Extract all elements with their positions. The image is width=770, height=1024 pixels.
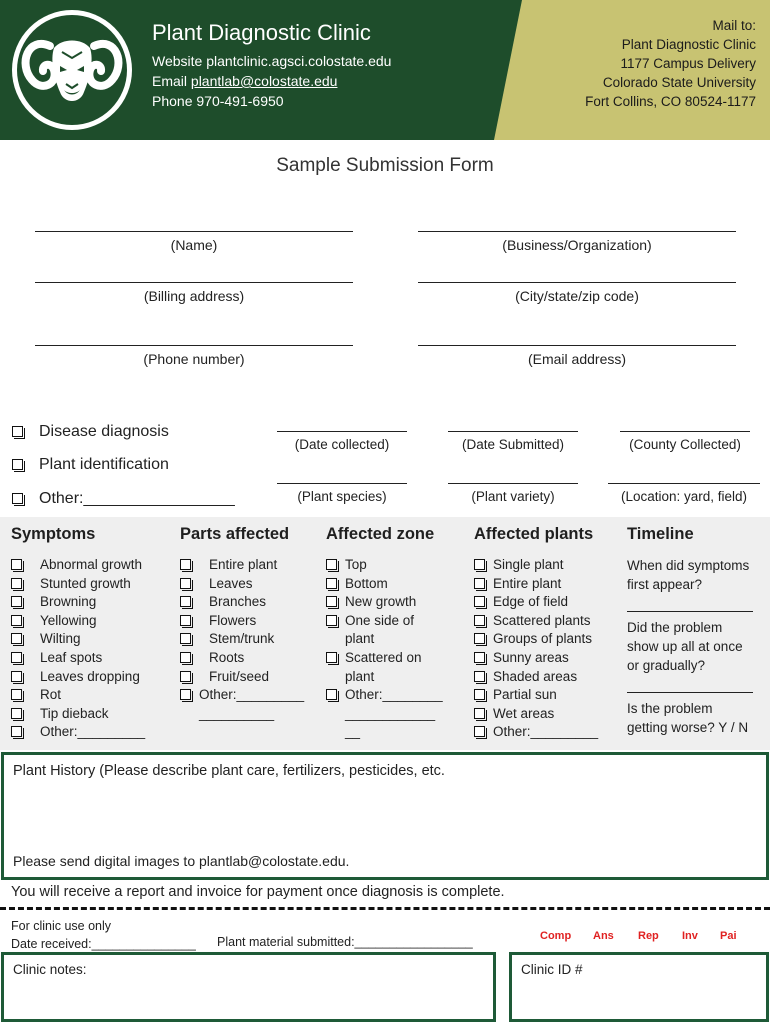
zone-item-cont: plant: [345, 668, 375, 684]
plant-history-label: Plant History (Please describe plant care, fertilizers, pesticides, etc.: [13, 763, 445, 779]
timeline-question: Is the problem: [627, 701, 713, 716]
mail-line: 1177 Campus Delivery: [620, 56, 756, 71]
plants-item[interactable]: Sunny areas: [474, 649, 598, 668]
checkbox[interactable]: [180, 559, 191, 570]
ram-head-logo-icon: [10, 8, 134, 132]
plants-item[interactable]: Wet areas: [474, 705, 598, 724]
checkbox[interactable]: [474, 671, 485, 682]
column-heading: Timeline: [627, 525, 694, 543]
name-field[interactable]: (Name): [35, 231, 353, 253]
timeline-question: first appear?: [627, 577, 703, 592]
affected-plants-column: [474, 517, 598, 742]
phone-line: Phone 970-491-6950: [152, 93, 284, 109]
checkbox[interactable]: [11, 578, 22, 589]
timeline-question: show up all at once: [627, 639, 743, 654]
checkbox[interactable]: [326, 578, 337, 589]
timeline-answer-blank[interactable]: [627, 594, 753, 612]
part-item[interactable]: Entire plant: [180, 556, 304, 575]
part-item-other[interactable]: Other:_________: [180, 686, 304, 705]
checkbox[interactable]: [180, 671, 191, 682]
checkbox[interactable]: [11, 633, 22, 644]
mail-line: Plant Diagnostic Clinic: [621, 37, 756, 52]
zone-other-blank[interactable]: __: [345, 724, 361, 740]
plant-variety-field[interactable]: (Plant variety): [448, 483, 578, 504]
date-received-field[interactable]: Date received:_______________: [11, 937, 196, 951]
mail-line: Fort Collins, CO 80524-1177: [585, 94, 756, 109]
email-label: Email: [152, 73, 191, 89]
checkbox[interactable]: [474, 615, 485, 626]
zone-item[interactable]: Bottom: [326, 575, 443, 594]
checkbox[interactable]: [11, 708, 22, 719]
checkbox[interactable]: [11, 559, 22, 570]
column-heading: Affected plants: [474, 525, 594, 543]
status-code-rep: Rep: [638, 930, 659, 942]
part-item[interactable]: Fruit/seed: [180, 668, 304, 687]
business-field[interactable]: (Business/Organization): [418, 231, 736, 253]
zone-item[interactable]: New growth: [326, 593, 443, 612]
service-option-plant-id[interactable]: [12, 456, 169, 474]
service-option-disease[interactable]: [12, 423, 169, 441]
checkbox[interactable]: [180, 596, 191, 607]
clinic-notes-label: Clinic notes:: [13, 962, 87, 977]
checkbox[interactable]: [12, 426, 23, 437]
symptoms-grid: [0, 517, 770, 750]
website-link[interactable]: plantclinic.agsci.colostate.edu: [206, 53, 392, 69]
column-heading: Parts affected: [180, 525, 290, 543]
clinic-title: Plant Diagnostic Clinic: [152, 20, 371, 45]
affected-zone-column: [326, 517, 443, 742]
checkbox[interactable]: [474, 689, 485, 700]
symptom-item[interactable]: Yellowing: [11, 612, 145, 631]
plants-item[interactable]: Edge of field: [474, 593, 598, 612]
plants-item[interactable]: Partial sun: [474, 686, 598, 705]
billing-address-field[interactable]: (Billing address): [35, 282, 353, 304]
timeline-column: [627, 517, 753, 737]
checkbox[interactable]: [326, 615, 337, 626]
plants-item[interactable]: Single plant: [474, 556, 598, 575]
checkbox[interactable]: [12, 493, 23, 504]
checkbox[interactable]: [474, 726, 485, 737]
checkbox[interactable]: [11, 689, 22, 700]
symptom-item[interactable]: Stunted growth: [11, 575, 145, 594]
checkbox[interactable]: [180, 689, 191, 700]
website-line: [152, 53, 391, 69]
status-code-comp: Comp: [540, 930, 572, 942]
checkbox[interactable]: [326, 689, 337, 700]
clinic-use-label: For clinic use only: [11, 919, 112, 933]
checkbox[interactable]: [11, 652, 22, 663]
clinic-id-box[interactable]: [509, 952, 769, 1022]
part-item[interactable]: Branches: [180, 593, 304, 612]
zone-item-cont: plant: [345, 631, 375, 647]
checkbox[interactable]: [12, 459, 23, 470]
part-item[interactable]: Roots: [180, 649, 304, 668]
form-title: Sample Submission Form: [276, 155, 494, 176]
zone-item[interactable]: One side of: [326, 612, 443, 631]
website-label: Website: [152, 53, 207, 69]
checkbox[interactable]: [11, 596, 22, 607]
status-code-pai: Pai: [720, 930, 737, 942]
symptom-item[interactable]: Leaves dropping: [11, 668, 145, 687]
checkbox[interactable]: [474, 559, 485, 570]
status-code-ans: Ans: [593, 930, 614, 942]
checkbox[interactable]: [11, 615, 22, 626]
mail-line: Mail to:: [712, 18, 756, 33]
plant-material-field[interactable]: Plant material submitted:_________________: [217, 935, 473, 949]
mail-to-address: [585, 16, 756, 111]
plant-species-field[interactable]: (Plant species): [277, 483, 407, 504]
symptom-item[interactable]: Other:_________: [11, 723, 145, 742]
symptom-item[interactable]: Tip dieback: [11, 705, 145, 724]
phone-number-field[interactable]: (Phone number): [35, 345, 353, 367]
timeline-question: Did the problem: [627, 620, 723, 635]
part-item[interactable]: Leaves: [180, 575, 304, 594]
column-heading: Symptoms: [11, 525, 96, 543]
checkbox[interactable]: [11, 726, 22, 737]
symptom-item[interactable]: Leaf spots: [11, 649, 145, 668]
plants-item[interactable]: Scattered plants: [474, 612, 598, 631]
symptoms-column: [11, 517, 145, 742]
symptom-item[interactable]: Browning: [11, 593, 145, 612]
service-label: Plant identification: [39, 456, 169, 473]
header-banner: [0, 0, 770, 140]
service-label: Disease diagnosis: [39, 423, 169, 440]
timeline-answer-blank[interactable]: [627, 675, 753, 693]
zone-item[interactable]: Top: [326, 556, 443, 575]
timeline-question: getting worse? Y / N: [627, 720, 749, 735]
checkbox[interactable]: [326, 559, 337, 570]
plants-item[interactable]: Entire plant: [474, 575, 598, 594]
email-link[interactable]: plantlab@colostate.edu: [190, 73, 338, 89]
checkbox[interactable]: [326, 652, 337, 663]
timeline-question: or gradually?: [627, 658, 706, 673]
plants-item[interactable]: Shaded areas: [474, 668, 598, 687]
location-field[interactable]: (Location: yard, field): [608, 483, 760, 504]
digital-images-note: Please send digital images to plantlab@colostate.edu.: [13, 853, 350, 869]
timeline-question: When did symptoms: [627, 558, 750, 573]
parts-affected-column: [180, 517, 304, 723]
email-address-field[interactable]: (Email address): [418, 345, 736, 367]
symptom-item[interactable]: Wilting: [11, 630, 145, 649]
checkbox[interactable]: [180, 578, 191, 589]
city-state-zip-field[interactable]: (City/state/zip code): [418, 282, 736, 304]
clinic-use-section: [11, 917, 196, 953]
checkbox[interactable]: [474, 708, 485, 719]
plants-item[interactable]: Groups of plants: [474, 630, 598, 649]
symptom-item[interactable]: Rot: [11, 686, 145, 705]
zone-item[interactable]: Scattered on: [326, 649, 443, 668]
checkbox[interactable]: [180, 615, 191, 626]
part-item[interactable]: Stem/trunk: [180, 630, 304, 649]
column-heading: Affected zone: [326, 525, 435, 543]
date-submitted-field[interactable]: (Date Submitted): [448, 431, 578, 452]
county-collected-field[interactable]: (County Collected): [620, 431, 750, 452]
checkbox[interactable]: [474, 596, 485, 607]
symptom-item[interactable]: Abnormal growth: [11, 556, 145, 575]
service-label: Other:_________________: [39, 490, 235, 507]
clinic-id-label: Clinic ID #: [521, 962, 583, 977]
checkbox[interactable]: [11, 671, 22, 682]
checkbox[interactable]: [474, 652, 485, 663]
part-other-blank[interactable]: __________: [199, 705, 275, 721]
checkbox[interactable]: [474, 633, 485, 644]
checkbox[interactable]: [180, 652, 191, 663]
report-note: You will receive a report and invoice for payment once diagnosis is complete.: [11, 884, 505, 900]
email-line: [152, 73, 337, 89]
plant-history-box[interactable]: [1, 752, 769, 880]
checkbox[interactable]: [474, 578, 485, 589]
checkbox[interactable]: [326, 596, 337, 607]
cut-line-divider: [0, 907, 770, 910]
date-collected-field[interactable]: (Date collected): [277, 431, 407, 452]
plants-item[interactable]: Other:_________: [474, 723, 598, 742]
part-item[interactable]: Flowers: [180, 612, 304, 631]
mail-line: Colorado State University: [602, 75, 756, 90]
clinic-notes-box[interactable]: [1, 952, 496, 1022]
zone-item-other[interactable]: Other:________: [326, 686, 443, 705]
zone-other-blank[interactable]: ____________: [345, 705, 436, 721]
checkbox[interactable]: [180, 633, 191, 644]
service-option-other[interactable]: [12, 490, 235, 508]
status-code-inv: Inv: [682, 930, 698, 942]
